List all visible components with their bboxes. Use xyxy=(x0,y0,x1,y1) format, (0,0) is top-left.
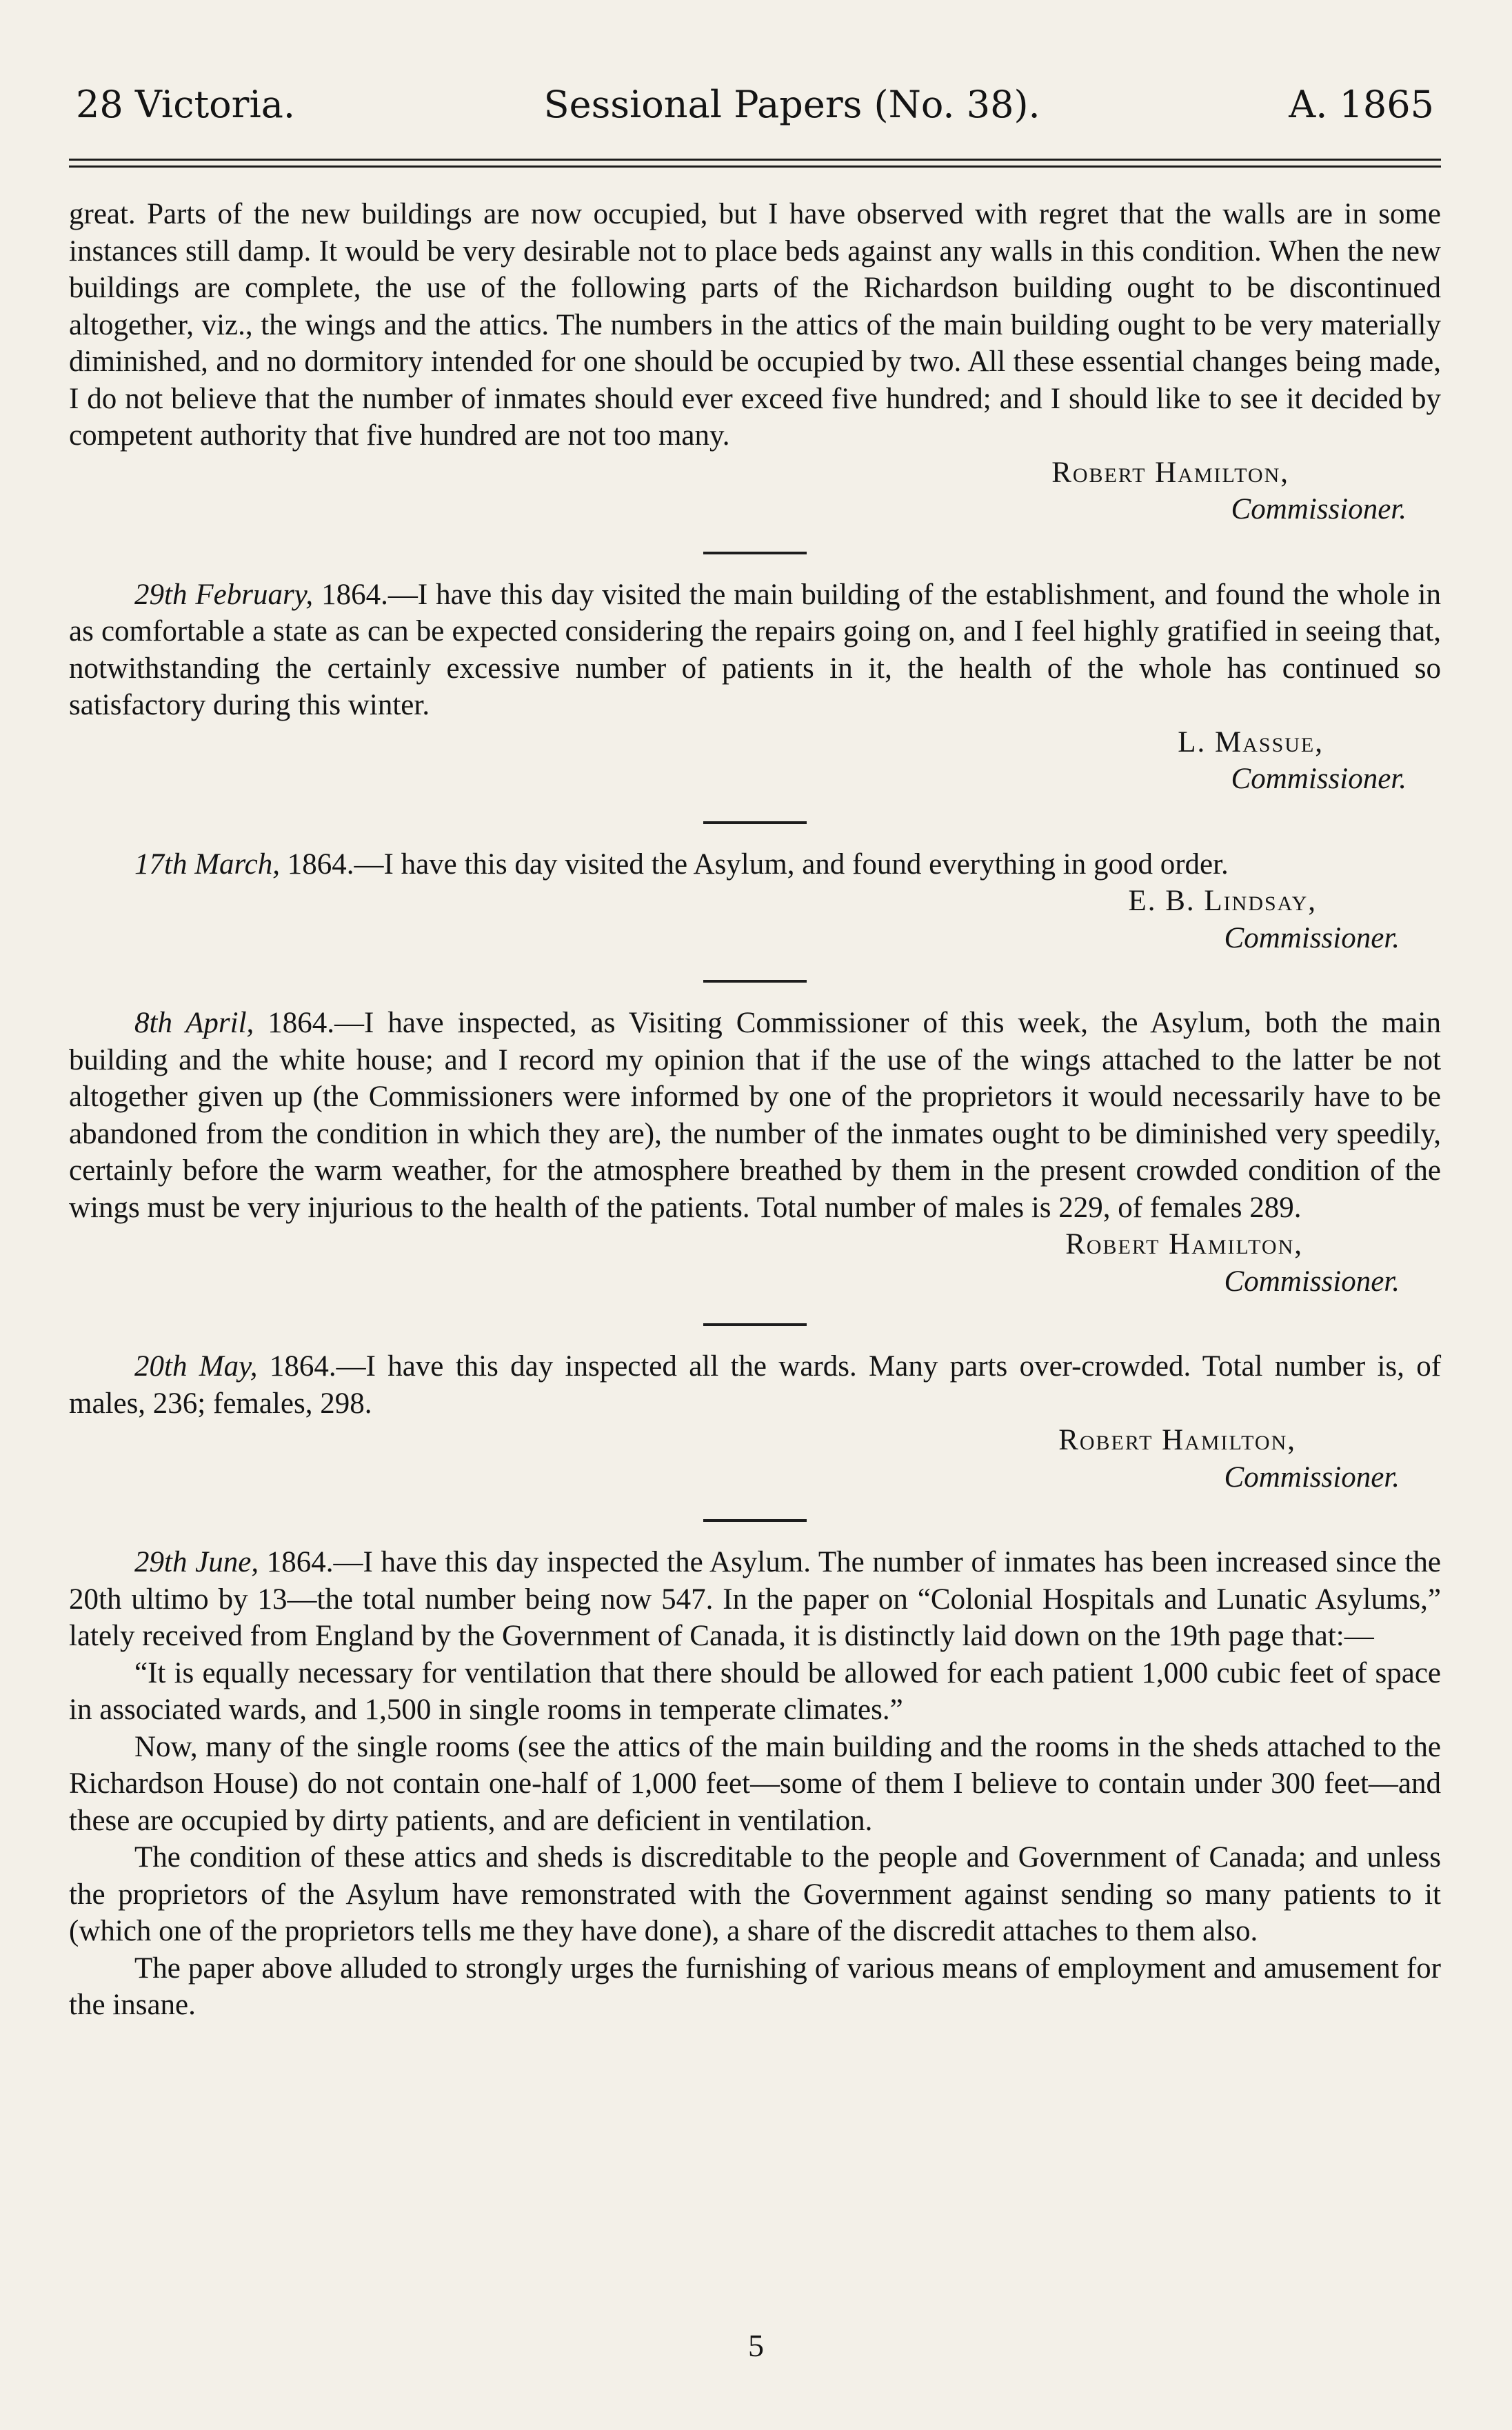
entry-text: 1864.—I have this day inspected the Asylum. The number of inmates has been increased since the 20th ultimo by 13—the total number being now 547. In the paper on “Colonial Hospitals and Lunatic Asylums,” lately received from England by the Government of Canada, it is distinctly laid down on the 19th page that:— xyxy=(69,1546,1441,1652)
entry-paragraph: Now, many of the single rooms (see the attics of the main building and the rooms in the sheds attached to the Richardson House) do not contain one-half of 1,000 feet—some of them I believe to contain under 300 feet—and these are occupied by dirty patients, and are deficient in ventilation. xyxy=(69,1730,1441,1837)
entry-20-may xyxy=(69,1348,1441,1496)
entry-date: 8th April, xyxy=(134,1007,254,1039)
entry-text: 1864.—I have inspected, as Visiting Commissioner of this week, the Asylum, both the main building and the white house; and I record my opinion that if the use of the wings attached to the latter be not altogether given up (the Commissioners were informed by one of the proprietors it would necessarily have to be abandoned from the condition in which they are), the number of the inmates ought to be diminished very speedily, certainly before the warm weather, for the atmosphere breathed by them in the present crowded condition of the wings must be very injurious to the health of the patients. Total number of males is 229, of females 289. xyxy=(69,1007,1441,1224)
signature-name: Robert Hamilton, xyxy=(1058,1424,1296,1456)
entry-paragraph xyxy=(69,1544,1441,1655)
entry-paragraph xyxy=(69,846,1441,883)
header-title: Sessional Papers (No. 38). xyxy=(543,83,1040,126)
entry-continuation xyxy=(69,196,1441,528)
header-double-rule xyxy=(69,159,1441,170)
entry-date: 17th March, xyxy=(134,847,280,881)
signature-title: Commissioner. xyxy=(1231,763,1407,795)
signature-title: Commissioner. xyxy=(1224,1460,1400,1494)
entry-paragraph: The paper above alluded to strongly urges the furnishing of various means of employment and amusement for the insane. xyxy=(69,1951,1441,2021)
signature xyxy=(69,724,1441,798)
quoted-passage: “It is equally necessary for ventilation that there should be allowed for each patient 1,000 cubic feet of space in associated wards, and 1,500 in single rooms in temperate climates.” xyxy=(69,1656,1441,1726)
signature xyxy=(69,1226,1441,1300)
entry-29-june xyxy=(69,1544,1441,2024)
entry-8-april xyxy=(69,1005,1441,1300)
entry-paragraph xyxy=(69,1348,1441,1422)
signature-title: Commissioner. xyxy=(1224,921,1400,954)
document-page xyxy=(69,83,1441,2400)
entry-paragraph: The condition of these attics and sheds is discreditable to the people and Government of Canada; and unless the proprietors of the Asylum have remonstrated with the Government against sending so many patients to it (which one of the proprietors tells me they have done), a share of the discredit attaches to them also. xyxy=(69,1841,1441,1947)
entry-29-february xyxy=(69,576,1441,798)
body-text xyxy=(69,196,1441,2024)
signature xyxy=(69,883,1441,956)
entry-text: 1864.—I have this day inspected all the wards. Many parts over-crowded. Total number is, of males, 236; females, 298. xyxy=(69,1350,1442,1420)
section-divider xyxy=(703,552,807,554)
signature xyxy=(69,454,1441,528)
entry-date: 29th June, xyxy=(134,1546,259,1578)
header-rule-top xyxy=(69,159,1441,161)
signature-name: E. B. Lindsay, xyxy=(1128,885,1317,917)
signature-title: Commissioner. xyxy=(1224,1265,1400,1298)
section-divider xyxy=(703,1323,807,1326)
signature xyxy=(69,1422,1441,1496)
entry-text: 1864.—I have this day visited the main building of the establishment, and found the whole in as comfortable a state as can be expected considering the repairs going on, and I feel highly gratified in seeing that, notwithstanding the certainly excessive number of patients in it, the health of the whole has continued so satisfactory during this winter. xyxy=(69,578,1442,721)
entry-date: 20th May, xyxy=(134,1350,258,1383)
signature-name: Robert Hamilton, xyxy=(1065,1228,1303,1261)
section-divider xyxy=(703,980,807,983)
entry-paragraph xyxy=(69,576,1441,724)
header-year: A. 1865 xyxy=(1289,83,1434,126)
page-number: 5 xyxy=(748,2328,764,2363)
section-divider xyxy=(703,1519,807,1522)
entry-paragraph xyxy=(69,1005,1441,1226)
running-header xyxy=(69,83,1441,127)
entry-date: 29th February, xyxy=(134,578,314,611)
signature-name: Robert Hamilton, xyxy=(1051,456,1289,489)
section-divider xyxy=(703,821,807,824)
header-session: 28 Victoria. xyxy=(76,83,296,126)
signature-name: L. Massue, xyxy=(1178,725,1324,759)
entry-text: 1864.—I have this day visited the Asylum, and found everything in good order. xyxy=(280,847,1229,881)
entry-paragraph: great. Parts of the new buildings are now occupied, but I have observed with regret that the walls are in some instances still damp. It would be very desirable not to place beds against any walls in this condition. When the new buildings are complete, the use of the following parts of the Richardson building ought to be discontinued altogether, viz., the wings and the attics. The numbers in the attics of the main building ought to be very materially diminished, and no dormitory intended for one should be occupied by two. All these essential changes being made, I do not believe that the number of inmates should ever exceed five hundred; and I should like to see it decided by competent authority that five hundred are not too many. xyxy=(69,198,1441,452)
header-rule-bottom xyxy=(69,165,1441,168)
signature-title: Commissioner. xyxy=(1231,493,1407,525)
entry-17-march xyxy=(69,846,1441,957)
